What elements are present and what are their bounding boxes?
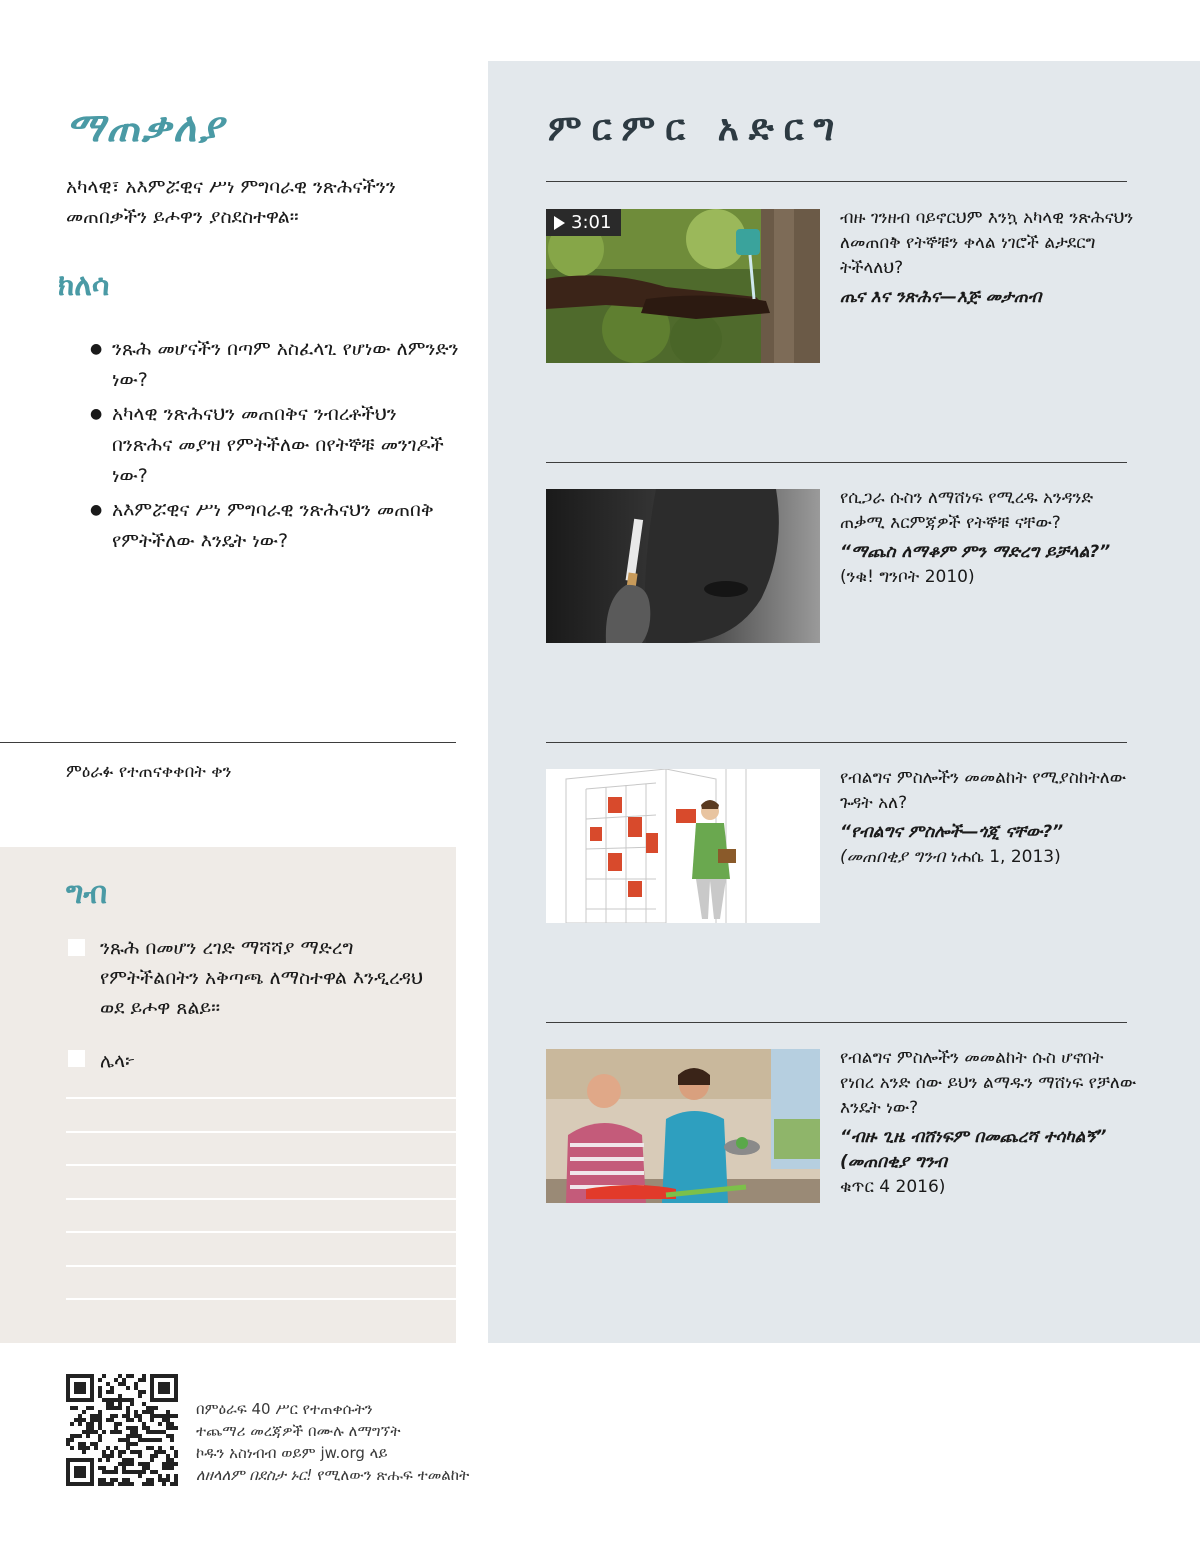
write-line[interactable] <box>66 1298 456 1300</box>
divider <box>546 462 1127 463</box>
review-question: ● ንጹሕ መሆናችን በጣም አስፈላጊ የሆነው ለምንድን ነው? <box>90 334 460 396</box>
divider <box>546 181 1127 182</box>
goal-item-text: ንጹሕ በመሆን ረገድ ማሻሻያ ማድረግ የምትችልበትን አቅጣጫ ለማስተዋል እንዲረዳህ ወደ ይሖዋ ጸልይ። <box>100 937 424 1019</box>
explore-item <box>840 486 1140 590</box>
review-question: ● አካላዊ ንጽሕናህን መጠበቅና ንብረቶችህን በንጽሕና መያዝ የምትችለው በየትኞቹ መንገዶች ነው? <box>90 399 460 492</box>
footer-book-title: ለዘላለም በደስታ ኑር! <box>196 1466 313 1484</box>
review-question-list <box>90 334 460 560</box>
footer-text <box>196 1398 616 1486</box>
goal-panel <box>0 847 456 1343</box>
footer-line: ኮዱን አስነብብ ወይም jw.org ላይ <box>196 1444 388 1462</box>
explore-item-question: ብዙ ገንዘብ ባይኖርህም እንኳ አካላዊ ንጽሕናህን ለመጠበቅ የትኞቹን ቀላል ነገሮች ልታደርግ ትችላለህ? <box>840 208 1134 278</box>
other-checkbox[interactable] <box>68 1050 85 1067</box>
video-duration-badge <box>546 209 621 236</box>
write-line[interactable] <box>66 1164 456 1166</box>
write-line[interactable] <box>66 1097 456 1099</box>
divider <box>546 742 1127 743</box>
explore-item-title-text: “ብዙ ጊዜ ብሸነፍም በመጨረሻ ተሳካልኝ” <box>840 1127 1107 1147</box>
handwashing-video-thumbnail[interactable] <box>546 209 820 363</box>
qr-code[interactable] <box>66 1374 178 1486</box>
play-icon <box>554 216 565 230</box>
video-duration: 3:01 <box>571 212 612 233</box>
review-title: ክለሳ <box>58 268 110 303</box>
write-line[interactable] <box>66 1231 456 1233</box>
review-question: ● አእምሯዊና ሥነ ምግባራዊ ንጽሕናህን መጠበቅ የምትችለው እንዴት ነው? <box>90 495 460 557</box>
smoking-article-thumbnail[interactable] <box>546 489 820 643</box>
divider <box>546 1022 1127 1023</box>
pornography-article-thumbnail[interactable] <box>546 769 820 923</box>
explore-item <box>840 766 1140 870</box>
date-completed-label: ምዕራፉ የተጠናቀቀበት ቀን <box>66 762 232 782</box>
write-line[interactable] <box>66 1131 456 1133</box>
explore-item-source-italic: (መጠበቂያ ግንብ <box>840 847 946 867</box>
footer-line <box>196 1464 616 1486</box>
explore-item-title-text: “ማጨስ ለማቆም ምን ማድረግ ይቻላል?” <box>840 542 1111 562</box>
other-label: ሌላ፦ <box>100 1050 136 1072</box>
summary-text: አካላዊ፣ አእምሯዊና ሥነ ምግባራዊ ንጽሕናችንን መጠበቃችን ይሖዋን ያስደስተዋል። <box>66 176 396 228</box>
goal-checkbox[interactable] <box>68 939 85 956</box>
recovery-article-thumbnail[interactable] <box>546 1049 820 1203</box>
explore-item-question: የሲጋራ ሱስን ለማሸነፍ የሚረዱ አንዳንድ ጠቃሚ እርምጃዎች የትኞቹ ናቸው? <box>840 488 1094 533</box>
explore-item-source: ቁጥር 4 2016) <box>840 1177 946 1197</box>
footer-line: ተጨማሪ መረጃዎች በሙሉ ለማግኘት <box>196 1422 401 1440</box>
explore-item-question: የብልግና ምስሎችን መመልከት የሚያስከትለው ጉዳት አለ? <box>840 768 1127 813</box>
explore-item-question: የብልግና ምስሎችን መመልከት ሱስ ሆኖበት የነበረ አንድ ሰው ይህን ልማዱን ማሸነፍ የቻለው እንዴት ነው? <box>840 1048 1137 1118</box>
explore-item-source: (ንቁ! ግንቦት 2010) <box>840 567 975 587</box>
write-line[interactable] <box>66 1265 456 1267</box>
explore-item-title[interactable] <box>840 1125 1140 1175</box>
explore-item-title[interactable]: ጤና እና ንጽሕና—እጅ መታጠብ <box>840 287 1042 307</box>
footer-line: በምዕራፍ 40 ሥር የተጠቀሱትን <box>196 1400 373 1418</box>
summary-title: ማጠቃለያ <box>66 104 225 151</box>
write-line[interactable] <box>66 1198 456 1200</box>
explore-item <box>840 1046 1140 1200</box>
divider <box>0 742 456 743</box>
explore-item-title[interactable] <box>840 540 1140 590</box>
footer-line-end: የሚለውን ጽሑፍ ተመልከት <box>317 1466 470 1484</box>
goal-title: ግብ <box>66 876 108 911</box>
explore-item <box>840 206 1140 310</box>
explore-title: ምርምር አድርግ <box>548 108 845 149</box>
explore-item-source-italic: (መጠበቂያ ግንብ <box>840 1152 948 1172</box>
explore-item-title[interactable]: “የብልግና ምስሎች—ጎጂ ናቸው?” <box>840 822 1064 842</box>
explore-item-source: ነሐሴ 1, 2013) <box>950 847 1061 867</box>
